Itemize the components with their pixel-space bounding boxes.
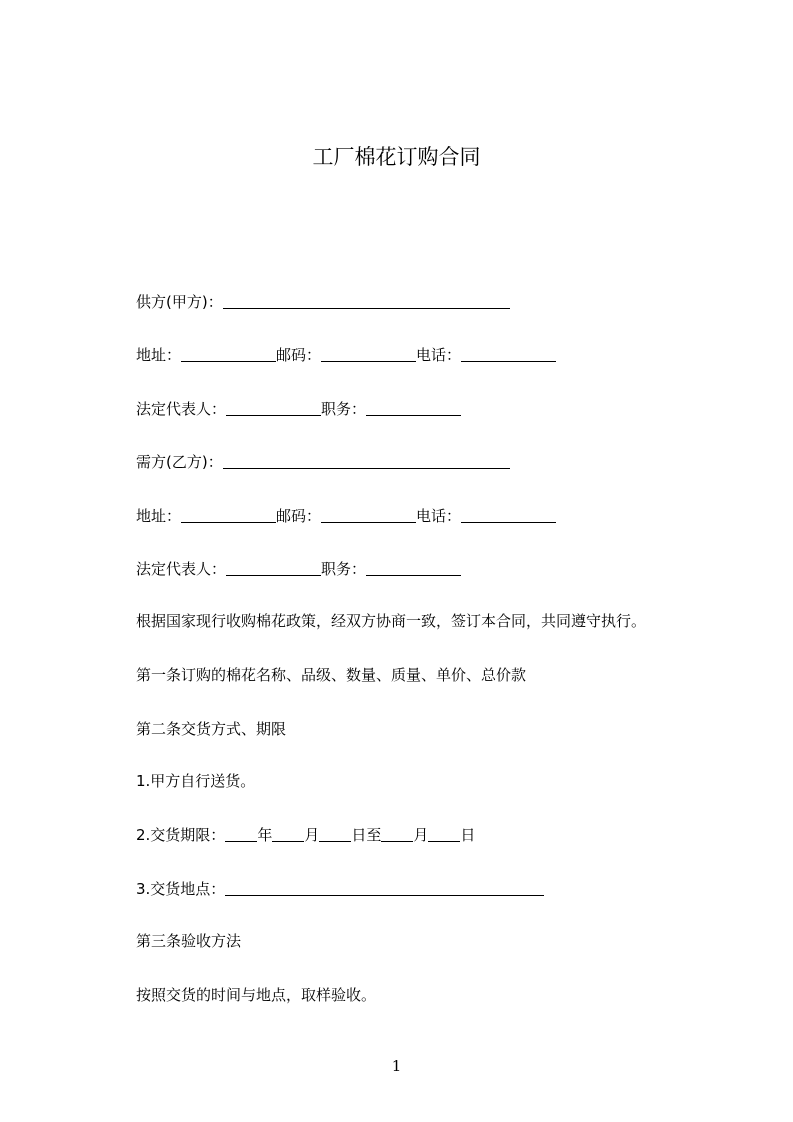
supplier-rep-line: [136, 399, 461, 419]
supplier-phone-blank: [461, 346, 556, 362]
item-2-delivery-period: [136, 825, 475, 845]
document-title: 工厂棉花订购合同: [312, 145, 481, 169]
buyer-address-blank: [181, 507, 276, 523]
start-month-blank: [272, 826, 304, 842]
item-1: 1.甲方自行送货。: [136, 772, 256, 790]
article-1-heading: 第一条订购的棉花名称、品级、数量、质量、单价、总价款: [136, 666, 527, 684]
buyer-rep-label: 法定代表人：: [136, 560, 227, 578]
buyer-name-blank: [223, 453, 510, 469]
article-3-text: 按照交货的时间与地点，取样验收。: [136, 986, 377, 1004]
page-number: 1: [391, 1057, 402, 1075]
delivery-period-label: 2.交货期限：: [136, 826, 226, 844]
end-month-blank: [381, 826, 413, 842]
preamble: 根据国家现行收购棉花政策，经双方协商一致，签订本合同，共同遵守执行。: [136, 612, 647, 630]
buyer-label: 需方(乙方)：: [136, 453, 223, 471]
supplier-postcode-label: 邮码：: [276, 346, 322, 364]
buyer-line: [136, 452, 510, 472]
buyer-rep-blank: [226, 560, 321, 576]
delivery-location-label: 3.交货地点：: [136, 880, 226, 898]
buyer-phone-blank: [461, 507, 556, 523]
start-day-blank: [319, 826, 351, 842]
buyer-postcode-blank: [321, 507, 416, 523]
buyer-rep-line: [136, 559, 461, 579]
supplier-address-blank: [181, 346, 276, 362]
supplier-label: 供方(甲方)：: [136, 293, 223, 311]
month-label-2: 月: [413, 826, 429, 844]
supplier-postcode-blank: [321, 346, 416, 362]
buyer-address-label: 地址：: [136, 507, 182, 525]
year-label: 年: [257, 826, 273, 844]
article-2-heading: 第二条交货方式、期限: [136, 720, 287, 738]
supplier-phone-label: 电话：: [416, 346, 462, 364]
buyer-position-label: 职务：: [321, 560, 367, 578]
supplier-line: [136, 292, 510, 312]
supplier-position-label: 职务：: [321, 400, 367, 418]
buyer-position-blank: [366, 560, 461, 576]
supplier-contact-line: [136, 345, 556, 365]
buyer-phone-label: 电话：: [416, 507, 462, 525]
supplier-name-blank: [223, 293, 510, 309]
day-label: 日: [460, 826, 476, 844]
item-3-delivery-location: [136, 879, 544, 899]
supplier-position-blank: [366, 400, 461, 416]
delivery-location-blank: [225, 880, 544, 896]
supplier-rep-blank: [226, 400, 321, 416]
supplier-address-label: 地址：: [136, 346, 182, 364]
year-blank: [225, 826, 257, 842]
buyer-postcode-label: 邮码：: [276, 507, 322, 525]
buyer-contact-line: [136, 506, 556, 526]
day-to-label: 日至: [351, 826, 382, 844]
article-3-heading: 第三条验收方法: [136, 932, 242, 950]
supplier-rep-label: 法定代表人：: [136, 400, 227, 418]
month-label-1: 月: [304, 826, 320, 844]
end-day-blank: [428, 826, 460, 842]
